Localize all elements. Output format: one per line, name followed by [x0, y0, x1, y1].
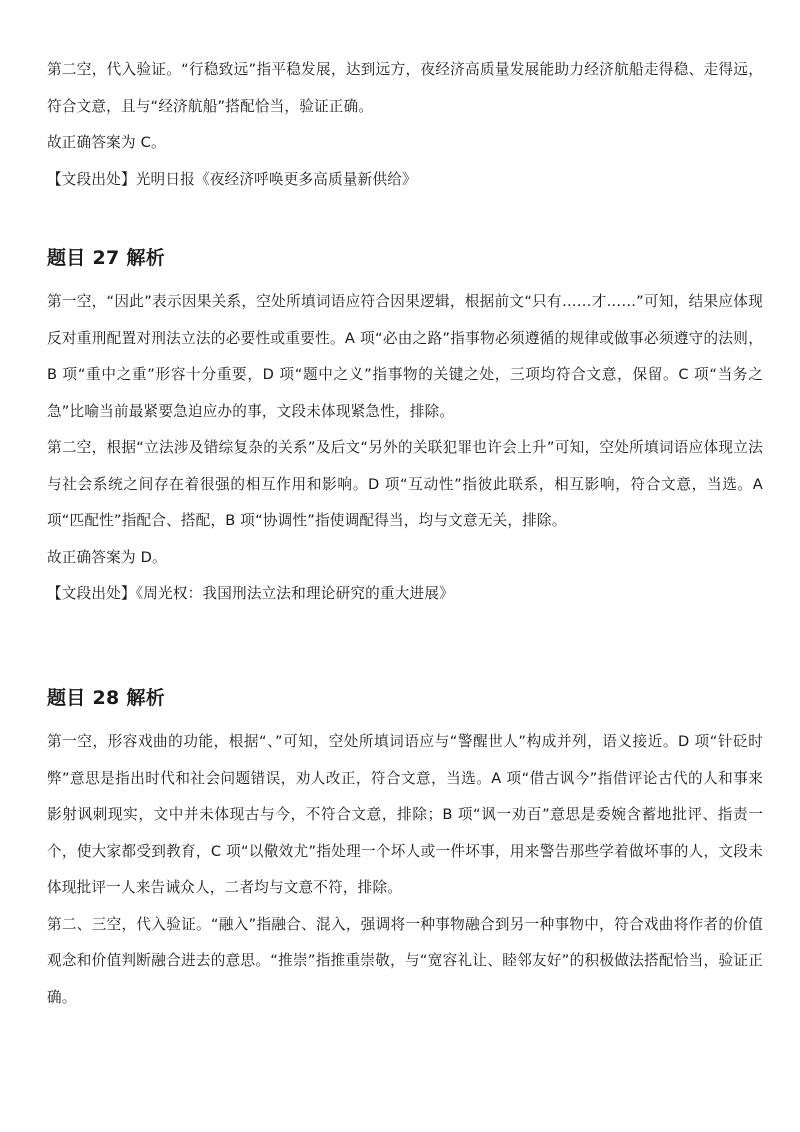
- q28-section: [47, 684, 763, 712]
- q27-answer: 故正确答案为 D。: [47, 548, 167, 566]
- q28-paragraph-1: 第一空，形容戏曲的功能，根据“、”可知，空处所填词语应与“警醒世人”构成并列，语义接近。D 项“针砭时弊”意思是指出时代和社会问题错误，劝人改正，符合文意，当选。A 项“借古讽今”指借评论古代的人和事来影射讽刺现实，文中并未体现古与今，不符合文意，排除；B 项“讽一劝百”意思是委婉含蓄地批评、指责一个，使大家都受到教育，C 项“以儆效尤”指处理一个坏人或一件坏事，用来警告那些学着做坏事的人，文段未体现批评一人来告诫众人，二者均与文意不符，排除。: [47, 733, 763, 896]
- q27-paragraph-2: 第二空，根据“立法涉及错综复杂的关系”及后文“另外的关联犯罪也许会上升”可知，空处所填词语应体现立法与社会系统之间存在着很强的相互作用和影响。D 项“互动性”指彼此联系，相互影响，符合文意，当选。A 项“匹配性”指配合、搭配，B 项“协调性”指使调配得当，均与文意无关，排除。: [47, 439, 763, 529]
- q27-heading: 题目 27 解析: [47, 247, 166, 269]
- source-line: 【文段出处】光明日报《夜经济呼唤更多高质量新供给》: [47, 170, 417, 188]
- top-section: [47, 52, 763, 198]
- q28-body: [47, 724, 763, 1016]
- paragraph-blank2-verify: 第二空，代入验证。“行稳致远”指平稳发展，达到远方，夜经济高质量发展能助力经济航船走得稳、走得远，符合文意，且与“经济航船”搭配恰当，验证正确。: [47, 61, 763, 115]
- answer-line: 故正确答案为 C。: [47, 134, 166, 151]
- q27-paragraph-1: 第一空，“因此”表示因果关系，空处所填词语应符合因果逻辑，根据前文“只有……才……”可知，结果应体现反对重刑配置对刑法立法的必要性或重要性。A 项“必由之路”指事物必须遵循的规律或做事必须遵守的法则，B 项“重中之重”形容十分重要，D 项“题中之义”指事物的关键之处，三项均符合文意，保留。C 项“当务之急”比喻当前最紧要急迫应办的事，文段未体现紧急性，排除。: [47, 293, 763, 420]
- q27-body: [47, 284, 763, 613]
- q27-section: [47, 244, 763, 272]
- q27-source: 【文段出处】《周光权：我国刑法立法和理论研究的重大进展》: [47, 585, 454, 602]
- q28-heading: 题目 28 解析: [47, 687, 166, 709]
- q28-paragraph-2: 第二、三空，代入验证。“融入”指融合、混入，强调将一种事物融合到另一种事物中，符合戏曲将作者的价值观念和价值判断融合进去的意思。“推崇”指推重崇敬，与“宽容礼让、睦邻友好”的积极做法搭配恰当，验证正确。: [47, 915, 763, 1006]
